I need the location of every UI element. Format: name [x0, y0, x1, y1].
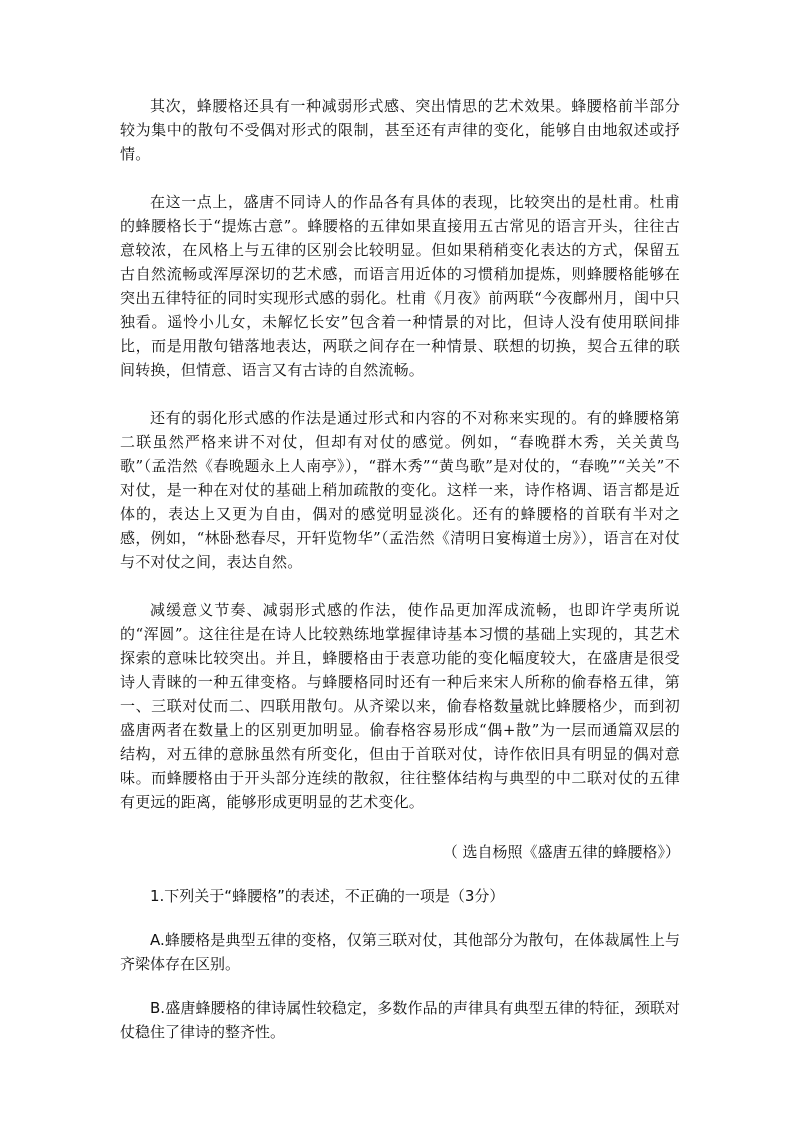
document-page — [120, 94, 680, 1044]
question-option-a: A.蜂腰格是典型五律的变格，仅第三联对仗，其他部分为散句，在体裁属性上与齐梁体存在区别。 — [120, 931, 680, 973]
article-paragraph-2: 在这一点上，盛唐不同诗人的作品各有具体的表现，比较突出的是杜甫。杜甫的蜂腰格长于“提炼古意”。蜂腰格的五律如果直接用五古常见的语言开头，往往古意较浓，在风格上与五律的区别会比较明显。但如果稍稍变化表达的方式，保留五古自然流畅或浑厚深切的艺术感，而语言用近体的习惯稍加提炼，则蜂腰格能够在突出五律特征的同时实现形式感的弱化。杜甫《月夜》前两联“今夜鄜州月，闺中只独看。遥怜小儿女，未解忆长安”包含着一种情景的对比，但诗人没有使用联间排比，而是用散句错落地表达，两联之间存在一种情景、联想的切换，契合五律的联间转换，但情意、语言又有古诗的自然流畅。 — [120, 193, 680, 379]
question-title: 1.下列关于“蜂腰格”的表述，不正确的一项是（3分） — [150, 887, 505, 905]
article-paragraph-4: 减缓意义节奏、减弱形式感的作法，使作品更加浑成流畅，也即许学夷所说的“浑圆”。这往往是在诗人比较熟练地掌握律诗基本习惯的基础上实现的，其艺术探索的意味比较突出。并且，蜂腰格由于表意功能的变化幅度较大，在盛唐是很受诗人青睐的一种五律变格。与蜂腰格同时还有一种后来宋人所称的偷春格五律，第一、三联对仗而二、四联用散句。从齐梁以来，偷春格数量就比蜂腰格少，而到初盛唐两者在数量上的区别更加明显。偷春格容易形成“偶+散”为一层而通篇双层的结构，对五律的意脉虽然有所变化，但由于首联对仗，诗作依旧具有明显的偶对意味。而蜂腰格由于开头部分连续的散叙，往往整体结构与典型的中二联对仗的五律有更远的距离，能够形成更明显的艺术变化。 — [120, 601, 680, 811]
source-citation: （ 选自杨照《盛唐五律的蜂腰格》） — [442, 843, 680, 861]
article-paragraph-3: 还有的弱化形式感的作法是通过形式和内容的不对称来实现的。有的蜂腰格第二联虽然严格来讲不对仗，但却有对仗的感觉。例如，“春晚群木秀，关关黄鸟歌”（孟浩然《春晚题永上人南亭》），“群木秀”“黄鸟歌”是对仗的，“春晚”“关关”不对仗，是一种在对仗的基础上稍加疏散的变化。这样一来，诗作格调、语言都是近体的，表达上又更为自由，偶对的感觉明显淡化。还有的蜂腰格的首联有半对之感，例如，“林卧愁春尽，开轩览物华”（孟浩然《清明日宴梅道士房》），语言在对仗与不对仗之间，表达自然。 — [120, 409, 680, 571]
question-option-b: B.盛唐蜂腰格的律诗属性较稳定，多数作品的声律具有典型五律的特征，颈联对仗稳住了律诗的整齐性。 — [120, 999, 680, 1041]
article-paragraph-1: 其次，蜂腰格还具有一种减弱形式感、突出情思的艺术效果。蜂腰格前半部分较为集中的散句不受偶对形式的限制，甚至还有声律的变化，能够自由地叙述或抒情。 — [120, 97, 680, 163]
